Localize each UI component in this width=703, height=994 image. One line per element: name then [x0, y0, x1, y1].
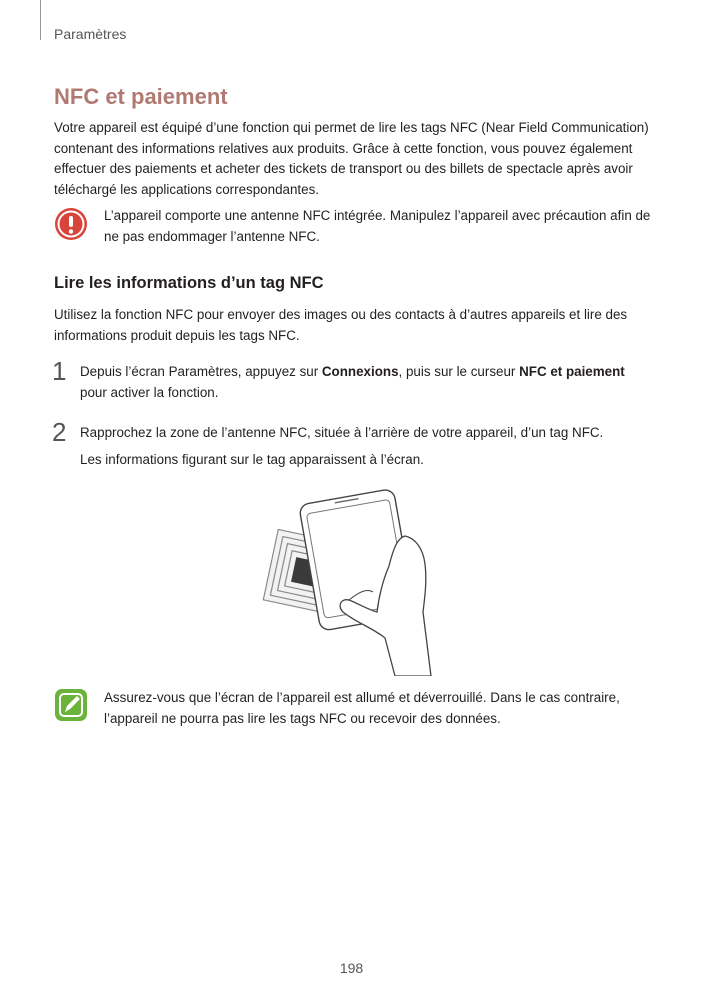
phone-nfc-tag-illustration: [255, 488, 455, 676]
step-1-number: 1: [52, 356, 67, 386]
note-icon: [54, 688, 88, 722]
subsection-title: Lire les informations d’un tag NFC: [54, 274, 324, 292]
page-title: NFC et paiement: [54, 84, 228, 109]
note-text: Assurez-vous que l’écran de l’appareil est allumé et déverrouillé. Dans le cas contraire, l’appareil ne pourra pas lire les tags NFC ou recevoir des données.: [104, 690, 620, 726]
step-2-text: Rapprochez la zone de l’antenne NFC, située à l’arrière de votre appareil, d’un tag NFC.: [80, 425, 604, 440]
header-section-label: Paramètres: [54, 26, 127, 42]
step-2-subtext: Les informations figurant sur le tag apparaissent à l’écran.: [80, 452, 424, 467]
caution-text: L’appareil comporte une antenne NFC intégrée. Manipulez l’appareil avec précaution afin de ne pas endommager l’antenne NFC.: [104, 208, 651, 244]
nfc-paiement-label: NFC et paiement: [519, 364, 625, 379]
header-rule: [40, 0, 41, 40]
step-1-text: Depuis l’écran Paramètres, appuyez sur Connexions, puis sur le curseur NFC et paiement pour activer la fonction.: [80, 364, 625, 400]
caution-icon: [54, 207, 88, 241]
connexions-label: Connexions: [321, 364, 399, 379]
intro-paragraph: Votre appareil est équipé d’une fonction qui permet de lire les tags NFC (Near Field Communication) contenant des informations relatives aux produits. Grâce à cette fonction, vous pouvez également effectuer des paiements et acheter des tickets de transport ou des billets de spectacle après avoir téléchargé les applications correspondantes.: [54, 120, 649, 197]
step-2-number: 2: [52, 417, 67, 447]
subsection-intro: Utilisez la fonction NFC pour envoyer des images ou des contacts à d’autres appareils et lire des informations produit depuis les tags NFC.: [54, 307, 628, 343]
page-number: 198: [339, 960, 364, 976]
